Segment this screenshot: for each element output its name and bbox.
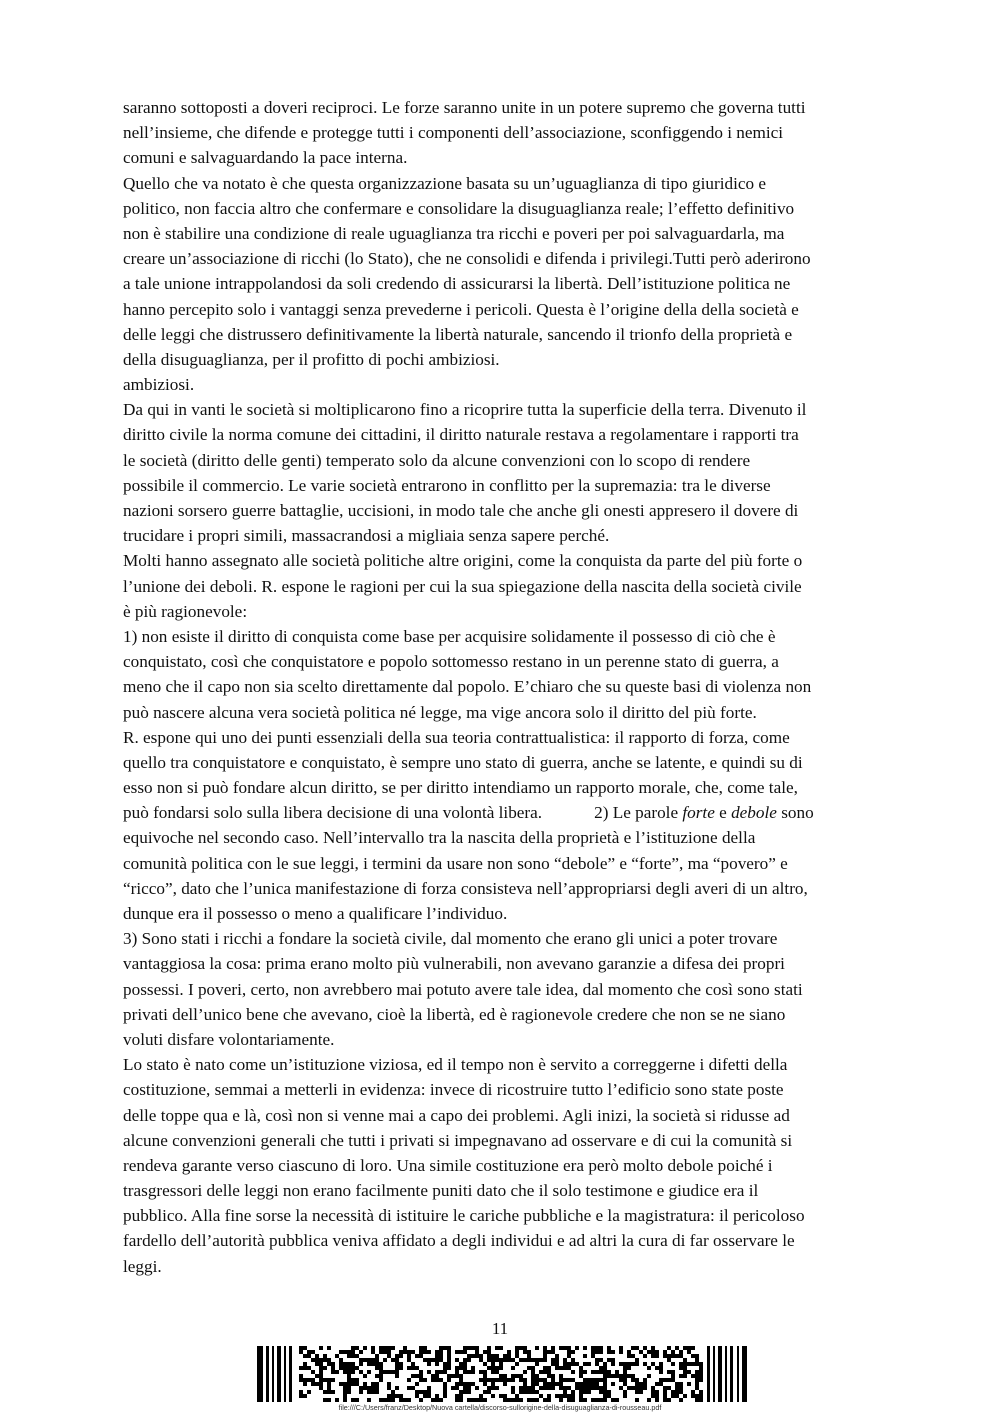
text-line: l’unione dei deboli. R. espone le ragioni per cui la sua spiegazione della nascita della società civile [123,576,802,596]
text-line: 1) non esiste il diritto di conquista come base per acquisire solidamente il possesso di ciò che è [123,626,776,646]
text-line: politico, non faccia altro che confermare e consolidare la disuguaglianza reale; l’effetto definitivo [123,198,795,218]
text-line: dunque era il possesso o meno a qualificare l’individuo. [123,904,508,923]
text-line: voluti disfare volontariamente. [123,1029,335,1049]
text-line: comuni e salvaguardando la pace interna. [123,148,408,168]
text-line: hanno percepito solo i vantaggi senza prevederne i pericoli. Questa è l’origine della della società e [123,299,799,319]
text-line: Da qui in vanti le società si moltiplicarono fino a ricoprire tutta la superficie della terra. Divenuto il [123,400,807,420]
text-line: 3) Sono stati i ricchi a fondare la società civile, dal momento che erano gli unici a poter trovare [123,929,778,949]
text-line: possibile il commercio. Le varie società entrarono in conflitto per la supremazia: tra le diverse [123,475,771,495]
file-path-footer: file:///C:/Users/franz/Desktop/Nuova cartella/discorso-sullorigine-della-disuguaglianza-di-rousseau.pdf [338,1403,662,1412]
line-part: può fondarsi solo sulla libera decisione di una volontà libera. [123,803,543,823]
text-line: vantaggiosa la cosa: prima erano molto più vulnerabili, non avevano garanzie a difesa dei propri [123,954,785,974]
text-line: trucidare i propri simili, massacrandosi a migliaia senza sapere perché. [123,526,610,546]
text-line: equivoche nel secondo caso. Nell’intervallo tra la nascita della proprietà e l’istituzione della [123,828,756,848]
text-line: saranno sottoposti a doveri reciproci. Le forze saranno unite in un potere supremo che governa tutti [123,98,806,117]
italic-word-forte: forte [682,803,715,823]
line-part: 2) Le parole [594,803,683,823]
text-line: alcune convenzioni generali che tutti i privati si impegnavano ad osservare e di cui la comunità si [123,1130,793,1150]
text-line: delle leggi che distrussero definitivamente la libertà naturale, sancendo il trionfo della proprietà e [123,324,793,344]
text-line: delle toppe qua e là, così non si venne mai a capo dei problemi. Agli inizi, la società si ridusse ad [123,1105,790,1125]
text-line: rendeva garante verso ciascuno di loro. Una simile costituzione era però molto debole poiché i [123,1155,773,1175]
body-lines-after [123,825,910,1278]
text-line: creare un’associazione di ricchi (lo Stato), che ne consolidi e difenda i privilegi.Tutti però aderirono [123,249,811,269]
text-line: nell’insieme, che difende e protegge tutti i componenti dell’associazione, sconfiggendo i nemici [123,123,784,143]
text-line: nazioni sorsero guerre battaglie, uccisioni, in modo tale che anche gli onesti appresero il dovere di [123,501,799,520]
italic-word-debole: debole [731,803,777,823]
text-line: diritto civile la norma comune dei cittadini, il diritto naturale restava a regolamentare i rapporti tra [123,425,799,445]
text-line: Lo stato è nato come un’istituzione viziosa, ed il tempo non è servito a correggerne i difetti della [123,1055,788,1075]
text-line: pubblico. Alla fine sorse la necessità di istituire le cariche pubbliche e la magistratura: il pericoloso [123,1206,805,1226]
text-line: possessi. I poveri, certo, non avrebbero mai potuto avere tale idea, dal momento che così sono stati [123,979,803,999]
text-line: esso non si può fondare alcun diritto, se per diritto intendiamo un rapporto morale, che, come tale, [123,778,798,798]
page-body [123,95,910,1279]
text-line: “ricco”, dato che l’unica manifestazione di forza consisteva nell’appropriarsi degli averi di un altro, [123,878,808,898]
page-number: 11 [491,1319,509,1338]
text-line: della disuguaglianza, per il profitto di pochi ambiziosi. [123,349,500,369]
text-line: ambiziosi. [123,375,195,395]
text-line: Quello che va notato è che questa organizzazione basata su un’uguaglianza di tipo giuridico e [123,173,767,193]
text-line: trasgressori delle leggi non erano facilmente puniti dato che il solo testimone e giudice era il [123,1181,759,1201]
text-line: R. espone qui uno dei punti essenziali della sua teoria contrattualistica: il rapporto di forza, come [123,727,790,747]
text-line: è più ragionevole: [123,601,248,621]
text-line: a tale unione intrappolandosi da soli credendo di assicurarsi la libertà. Dell’istituzione politica ne [123,274,791,294]
barcode-image [257,1346,747,1402]
text-line: fardello dell’autorità pubblica veniva affidato a degli individui e ad altri la cura di far osservare le [123,1231,795,1251]
text-line-with-italics [123,800,910,825]
text-line: non è stabilire una condizione di reale uguaglianza tra ricchi e poveri per poi salvaguardarla, ma [123,223,785,243]
text-line: Molti hanno assegnato alle società politiche altre origini, come la conquista da parte del più forte o [123,551,803,571]
text-line: comunità politica con le sue leggi, i termini da usare non sono “debole” e “forte”, ma “povero” e [123,853,788,873]
text-line: può nascere alcuna vera società politica né legge, ma vige ancora solo il diritto del più forte. [123,702,757,722]
text-line: leggi. [123,1256,162,1276]
body-lines-before [123,95,910,800]
line-part: e [714,803,732,823]
text-line: conquistato, così che conquistatore e popolo sottomesso restano in un perenne stato di guerra, a [123,652,779,672]
line-part: sono [776,803,814,823]
text-line: privati dell’unico bene che avevano, cioè la libertà, ed è ragionevole credere che non se ne siano [123,1004,786,1024]
text-line: le società (diritto delle genti) temperato solo da alcune convenzioni con lo scopo di rendere [123,450,751,470]
text-line: quello tra conquistatore e conquistato, è sempre uno stato di guerra, anche se latente, e quindi su di [123,752,803,772]
text-line: costituzione, semmai a metterli in evidenza: invece di ricostruire tutto l’edificio sono state poste [123,1080,784,1100]
text-line: meno che il capo non sia scelto direttamente dal popolo. E’chiaro che su queste basi di violenza non [123,677,812,697]
